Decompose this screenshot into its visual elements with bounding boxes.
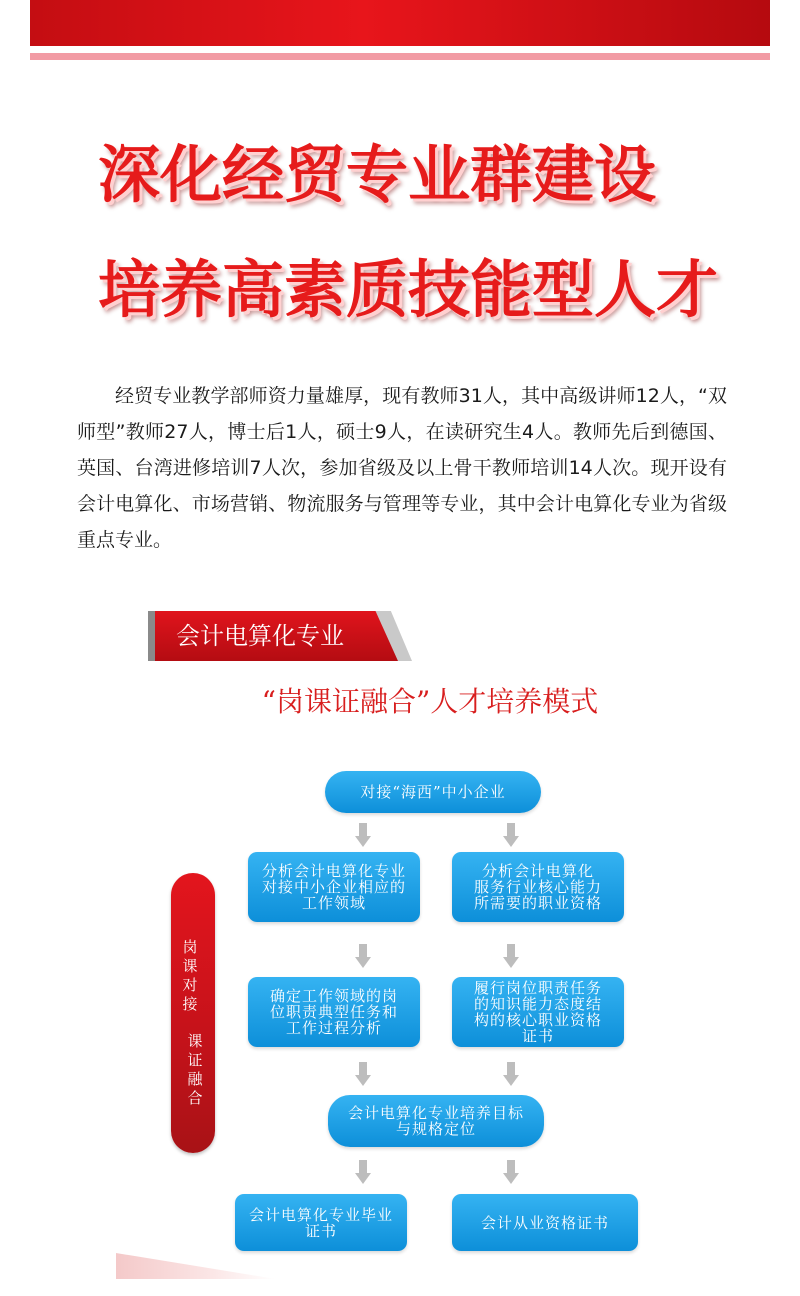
flow-box-top: [325, 771, 541, 813]
flow-box-left-2-line: 位职责典型任务和: [269, 1003, 398, 1021]
section-tab-edge: [148, 611, 155, 661]
flow-box-right-3-text: 会计从业资格证书: [480, 1213, 609, 1232]
flow-box-right-2-line: 履行岗位职责任务: [473, 979, 602, 997]
arrow-down-icon: [503, 823, 519, 847]
flow-box-left-3: [235, 1194, 407, 1251]
flow-box-right-1-line: 服务行业核心能力: [473, 878, 602, 896]
flow-box-left-1-line: 对接中小企业相应的工作领域: [261, 878, 406, 912]
flow-box-left-2: [248, 977, 420, 1047]
top-pink-stripe: [30, 53, 770, 60]
flow-box-right-1-line: 分析会计电算化: [481, 862, 594, 880]
flow-box-left-1: [248, 852, 420, 922]
arrow-down-icon: [355, 1160, 371, 1184]
section-tab: [148, 611, 412, 661]
flow-box-right-2: [452, 977, 624, 1047]
flow-box-top-text: 对接“海西”中小企业: [360, 783, 506, 801]
arrow-down-icon: [355, 944, 371, 968]
arrow-down-icon: [503, 944, 519, 968]
headline-line-1: 深化经贸专业群建设: [98, 138, 657, 211]
flow-box-right-2-line: 证书: [521, 1027, 554, 1045]
bottom-decor-wedge: [116, 1253, 276, 1279]
section-tab-label: 会计电算化专业: [176, 622, 344, 650]
flow-box-right-2-line: 构的核心职业资格: [473, 1011, 602, 1029]
headline-line-2: 培养高素质技能型人才: [98, 253, 719, 326]
side-label-col2: 课证融合: [187, 1032, 203, 1107]
arrow-down-icon: [355, 823, 371, 847]
flow-box-left-2-line: 确定工作领域的岗: [269, 987, 398, 1005]
model-title: “岗课证融合”人才培养模式: [261, 685, 599, 718]
flow-box-left-2-line: 工作过程分析: [285, 1019, 382, 1037]
flow-box-right-3: [452, 1194, 638, 1251]
top-red-band: [30, 0, 770, 46]
flow-box-merge-line: 会计电算化专业培养目标: [347, 1104, 524, 1122]
flow-box-left-1-line: 分析会计电算化专业: [261, 862, 406, 880]
flow-box-merge: [328, 1095, 544, 1147]
flow-box-right-2-line: 的知识能力态度结: [473, 995, 602, 1013]
flow-box-merge-line: 与规格定位: [395, 1120, 476, 1138]
arrow-down-icon: [503, 1160, 519, 1184]
side-label-col1: 岗课对接: [182, 938, 198, 1013]
arrow-down-icon: [503, 1062, 519, 1086]
flow-box-right-1-line: 所需要的职业资格: [473, 894, 602, 912]
intro-paragraph: 经贸专业教学部师资力量雄厚，现有教师31人，其中高级讲师12人，“双师型”教师27人，博士后1人，硕士9人，在读研究生4人。教师先后到德国、英国、台湾进修培训7人次，参加省级及以上骨干教师培训14人次。现开设有会计电算化、市场营销、物流服务与管理等专业，其中会计电算化专业为省级重点专业。: [77, 385, 727, 551]
flow-box-left-3-text: 会计电算化专业毕业证书: [248, 1205, 393, 1240]
arrow-down-icon: [355, 1062, 371, 1086]
flow-box-right-1: [452, 852, 624, 922]
